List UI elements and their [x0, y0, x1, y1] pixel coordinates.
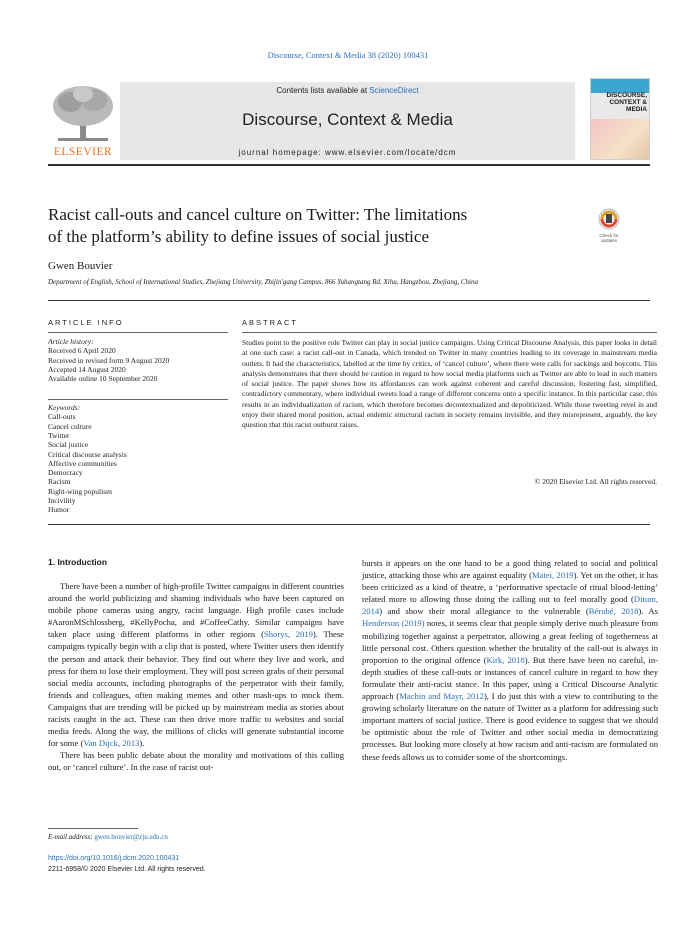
issn-copyright: 2211-6958/© 2020 Elsevier Ltd. All rights reserved. [48, 866, 206, 873]
body-column-right [362, 557, 658, 763]
paper-title: Racist call-outs and cancel culture on Twitter: The limitations of the platform’s ability to define issues of social justice [48, 205, 468, 246]
ref-machin-mayr-link[interactable]: Machin and Mayr, 2012 [399, 691, 484, 702]
cover-bar [591, 79, 649, 93]
introduction-heading: 1. Introduction [48, 557, 108, 567]
footnote-rule [48, 828, 138, 829]
affiliation-rule [48, 300, 650, 301]
check-for-updates-button[interactable] [592, 208, 626, 244]
cover-title: DISCOURSE, CONTEXT & MEDIA [606, 92, 647, 113]
abstract-heading: ABSTRACT [242, 318, 299, 327]
history-item: Received 6 April 2020 [48, 346, 116, 356]
keyword-item: Critical discourse analysis [48, 449, 127, 459]
body-column-left [48, 580, 344, 774]
ref-kirk-link[interactable]: Kirk, 2018 [486, 654, 525, 665]
elsevier-wordmark: ELSEVIER [53, 146, 113, 158]
doi-link[interactable]: https://doi.org/10.1016/j.dcm.2020.100431 [48, 855, 180, 862]
intro-paragraph-continued: bursts it appears on the one hand to be a good thing related to social and political justice, attacking those who are against equality (Matei, 2019). Yet on the other, it has been criticized as a kind of theatre, a ‘performative spectacle of ritual blood-letting’ related more to allowing those doing the calling out to feel morally good (Ditum, 2014) and show their moral allegiance to the vulnerable (Bérubé, 2018). As Henderson (2019) notes, it seems clear that people simply derive much pleasure from mobilizing together against a perpetrator, allowing a great feeling of togetherness at little personal cost. Others question whether the brutality of the call-out is always in proportion to the original offence (Kirk, 2018). But there have been no careful, in-depth studies of these call-outs or instances of cancel culture in regard to how they formulate their anti-racist stance. In this paper, using a Critical Discourse Analytic approach (Machin and Mayr, 2012), I do just this with a view to contributing to the growing scholarly literature on the nature of Twitter as a platform for addressing such important matters of social justice. There is good evidence to suggest that we should be optimistic about the role of Twitter and other social media in democratizing processes. But looking more closely at how racism and anti-racism are formulated on these feeds allows us to consider some of the shortcomings. [362, 558, 658, 762]
intro-paragraph: There has been public debate about the morality and motivations of this calling out, or ‘cancel culture’. In the case of racist out- [48, 750, 344, 773]
journal-header [120, 82, 575, 160]
history-label: Article history: [48, 337, 94, 346]
history-item: Received in revised form 9 August 2020 [48, 355, 170, 365]
header-rule [48, 164, 650, 166]
ref-shorys-link[interactable]: Shorys, 2019 [263, 629, 313, 640]
journal-cover[interactable] [590, 78, 650, 160]
ref-matei-link[interactable]: Matei, 2019 [532, 570, 574, 581]
check-updates-label: Check for updates [599, 233, 619, 243]
elsevier-logo [48, 82, 118, 160]
contents-line: Contents lists available at ScienceDirect [276, 86, 419, 95]
ref-van-dijck-link[interactable]: Van Dijck, 2013 [83, 738, 140, 749]
tree-icon [48, 82, 118, 144]
article-info-heading: ARTICLE INFO [48, 318, 124, 327]
keyword-item: Democracy [48, 468, 83, 478]
keyword-item: Twitter [48, 430, 70, 440]
keyword-item: Humor [48, 505, 70, 515]
keyword-item: Racism [48, 477, 71, 487]
keyword-item: Call-outs [48, 412, 76, 422]
author-affiliation: Department of English, School of International Studies, Zhejiang University, Zhijin'gang Campus, 866 Yuhangtang Rd, Xihu, Hangzhou, Zhejiang, China [48, 278, 478, 286]
abstract-copyright: © 2020 Elsevier Ltd. All rights reserved. [534, 477, 657, 486]
keyword-item: Affective communities [48, 458, 117, 468]
keyword-item: Cancel culture [48, 421, 92, 431]
abstract-rule [242, 332, 657, 333]
check-updates-icon [592, 208, 626, 232]
ref-henderson-link[interactable]: Henderson (2019) [362, 618, 425, 629]
keyword-item: Incivility [48, 496, 76, 505]
ref-berube-link[interactable]: Bérubé, 2018 [588, 606, 639, 617]
article-info-rule [48, 332, 228, 333]
ref-ditum-link[interactable]: Ditum, 2014 [362, 594, 658, 617]
journal-homepage-link[interactable]: journal homepage: www.elsevier.com/locate/dcm [238, 148, 457, 157]
history-item: Accepted 14 August 2020 [48, 364, 126, 374]
keywords-rule [48, 399, 228, 400]
keywords-label: Keywords: [48, 403, 81, 412]
sciencedirect-link[interactable]: ScienceDirect [369, 86, 419, 95]
abstract-bottom-rule [48, 524, 650, 525]
author-email-link[interactable]: gwen.bouvier@zju.edu.cn [94, 833, 168, 841]
history-item: Available online 10 September 2020 [48, 374, 158, 384]
journal-name: Discourse, Context & Media [242, 110, 453, 129]
journal-citation[interactable]: Discourse, Context & Media 38 (2020) 100431 [267, 50, 429, 60]
author-name[interactable]: Gwen Bouvier [48, 260, 113, 272]
email-footnote: E-mail address: gwen.bouvier@zju.edu.cn [48, 833, 168, 841]
intro-paragraph: There have been a number of high-profile Twitter campaigns in different countries around the world publicizing and shaming individuals who have been captured on mobile phone cameras using angry, racist language. High profile cases include #AaronMSchlossberg, #KellyPocha, and #CoffeeCathy. Similar campaigns have taken place using different platforms in other regions (Shorys, 2019). These campaigns typically begin with a clip that is posted, where Twitter users then identify the person and attack their behavior. They find out where they live and work, and press for them to lose their employment. They will post screen grabs of their personal social media accounts, including photographs of the perpetrator with their family, friends and colleagues, often making memes and other mash-ups to mock them. Campaigns that are trending will be picked up by mainstream media as stories about racists caught in the act. These can then drive more traffic to websites and social media feeds. Along the way, the millions of clicks will generate substantial income for some (Van Dijck, 2013). [48, 581, 344, 749]
keyword-item: Social justice [48, 440, 89, 450]
cover-art [591, 119, 649, 159]
keyword-item: Right-wing populism [48, 486, 112, 496]
abstract-text: Studies point to the positive role Twitter can play in social justice campaigns. Using Critical Discourse Analysis, this paper looks in detail at one such case: a racist call-out in Canada, which trended on Twitter in many countries leading to its coverage in mainstream media outlets. It had the characteristics, labelled at the time by critics, of ‘cancel culture’, where there were calls for sackings and boycotts. This analysis demonstrates that there should be caution in regard to how social media platforms such as Twitter are able to lead in such matters of social justice. The paper shows how its affordances can work against coherent and careful discussion, fostering fast, simplified, contradictory commentary, where individual tweets load a range of different concerns onto a specific instance. In this particular case, this results in an individualization of racism, which therefore becomes decontextualized and depoliticized. While those tweeting revel in and enjoy their shared moral position, actual endemic structural racism in society remains invisible, and they misrepresent, arguably, the key question that this racist outburst raises. [242, 338, 657, 430]
